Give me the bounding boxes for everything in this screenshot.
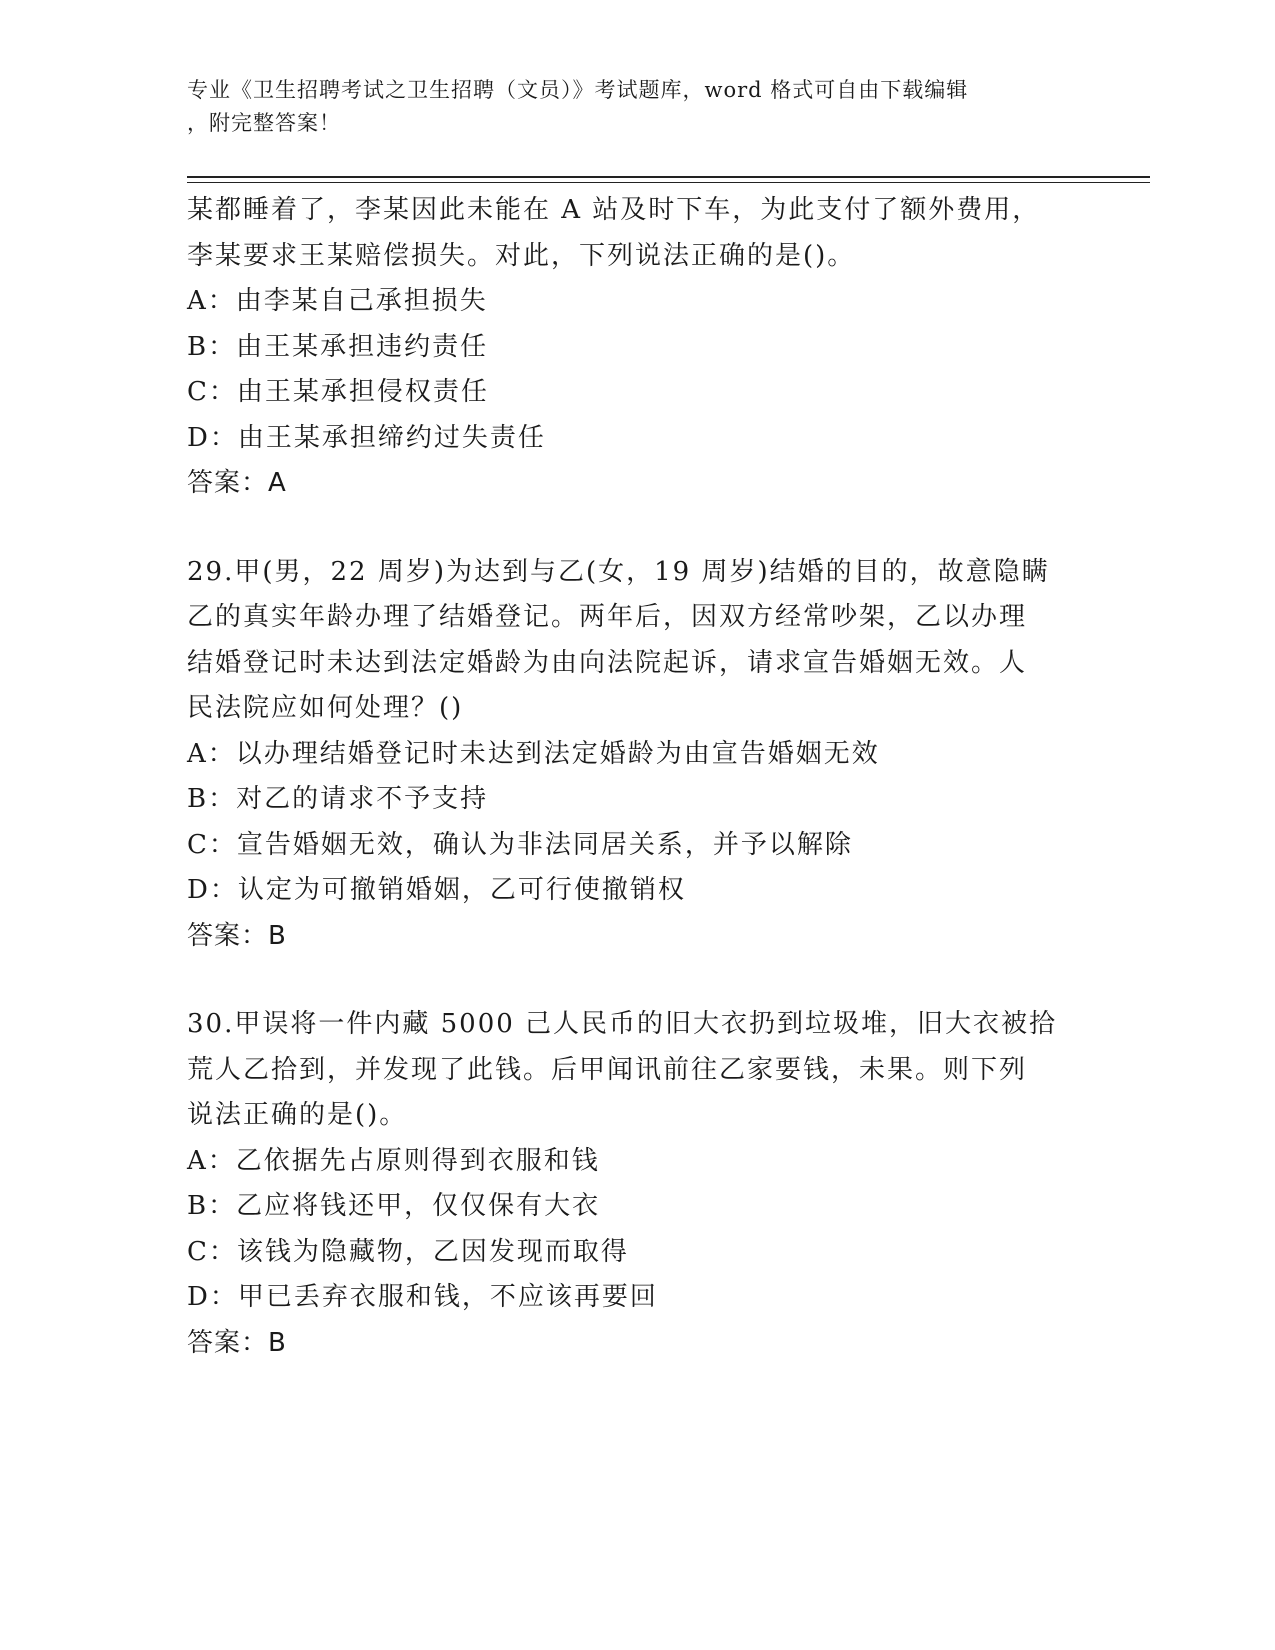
- option-d: D：认定为可撤销婚姻，乙可行使撤销权: [187, 875, 686, 905]
- answer-line: 答案：A: [187, 468, 287, 498]
- question-29: [187, 550, 1087, 960]
- option-a: A：由李某自己承担损失: [187, 286, 488, 316]
- answer-line: 答案：B: [187, 920, 287, 951]
- question-stem-line: 荒人乙拾到，并发现了此钱。后甲闻讯前往乙家要钱，未果。则下列: [187, 1054, 1028, 1085]
- question-stem-line: 结婚登记时未达到法定婚龄为由向法院起诉，请求宣告婚姻无效。人: [187, 647, 1028, 678]
- question-stem-line: 乙的真实年龄办理了结婚登记。两年后，因双方经常吵架，乙以办理: [187, 602, 1028, 632]
- question-stem-line: 民法院应如何处理？(): [187, 693, 464, 723]
- header-line-1: 专业《卫生招聘考试之卫生招聘（文员）》考试题库，word 格式可自由下载编辑: [187, 78, 969, 102]
- question-stem-line: 说法正确的是()。: [187, 1100, 408, 1130]
- option-b: B：由王某承担违约责任: [187, 331, 489, 362]
- answer-line: 答案：B: [187, 1327, 287, 1358]
- option-a: A：以办理结婚登记时未达到法定婚龄为由宣告婚姻无效: [187, 738, 880, 769]
- header-line-2: ，附完整答案！: [187, 111, 341, 135]
- option-d: D：甲已丢弃衣服和钱，不应该再要回: [187, 1282, 658, 1312]
- header-divider-thick: [187, 176, 1150, 178]
- option-c: C：由王某承担侵权责任: [187, 377, 489, 407]
- option-c: C：该钱为隐藏物，乙因发现而取得: [187, 1236, 629, 1267]
- question-spacer: [187, 507, 1087, 550]
- option-b: B：对乙的请求不予支持: [187, 784, 489, 814]
- question-30: [187, 1002, 1087, 1366]
- question-stem-line: 30.甲误将一件内藏 5000 己人民币的旧大衣扔到垃圾堆，旧大衣被拾: [187, 1009, 1058, 1039]
- question-28: [187, 188, 1087, 507]
- question-list: [187, 188, 1087, 1366]
- option-b: B：乙应将钱还甲，仅仅保有大衣: [187, 1191, 601, 1221]
- option-d: D：由王某承担缔约过失责任: [187, 422, 546, 453]
- option-a: A：乙依据先占原则得到衣服和钱: [187, 1145, 600, 1176]
- header-divider-thin: [187, 182, 1150, 183]
- question-stem-line: 某都睡着了，李某因此未能在 A 站及时下车，为此支付了额外费用，: [187, 195, 1041, 225]
- question-stem-line: 29.甲(男，22 周岁)为达到与乙(女，19 周岁)结婚的目的，故意隐瞒: [187, 556, 1050, 587]
- question-stem-line: 李某要求王某赔偿损失。对此，下列说法正确的是()。: [187, 240, 856, 271]
- question-spacer: [187, 959, 1087, 1002]
- document-header: [187, 74, 1087, 140]
- option-c: C：宣告婚姻无效，确认为非法同居关系，并予以解除: [187, 829, 853, 860]
